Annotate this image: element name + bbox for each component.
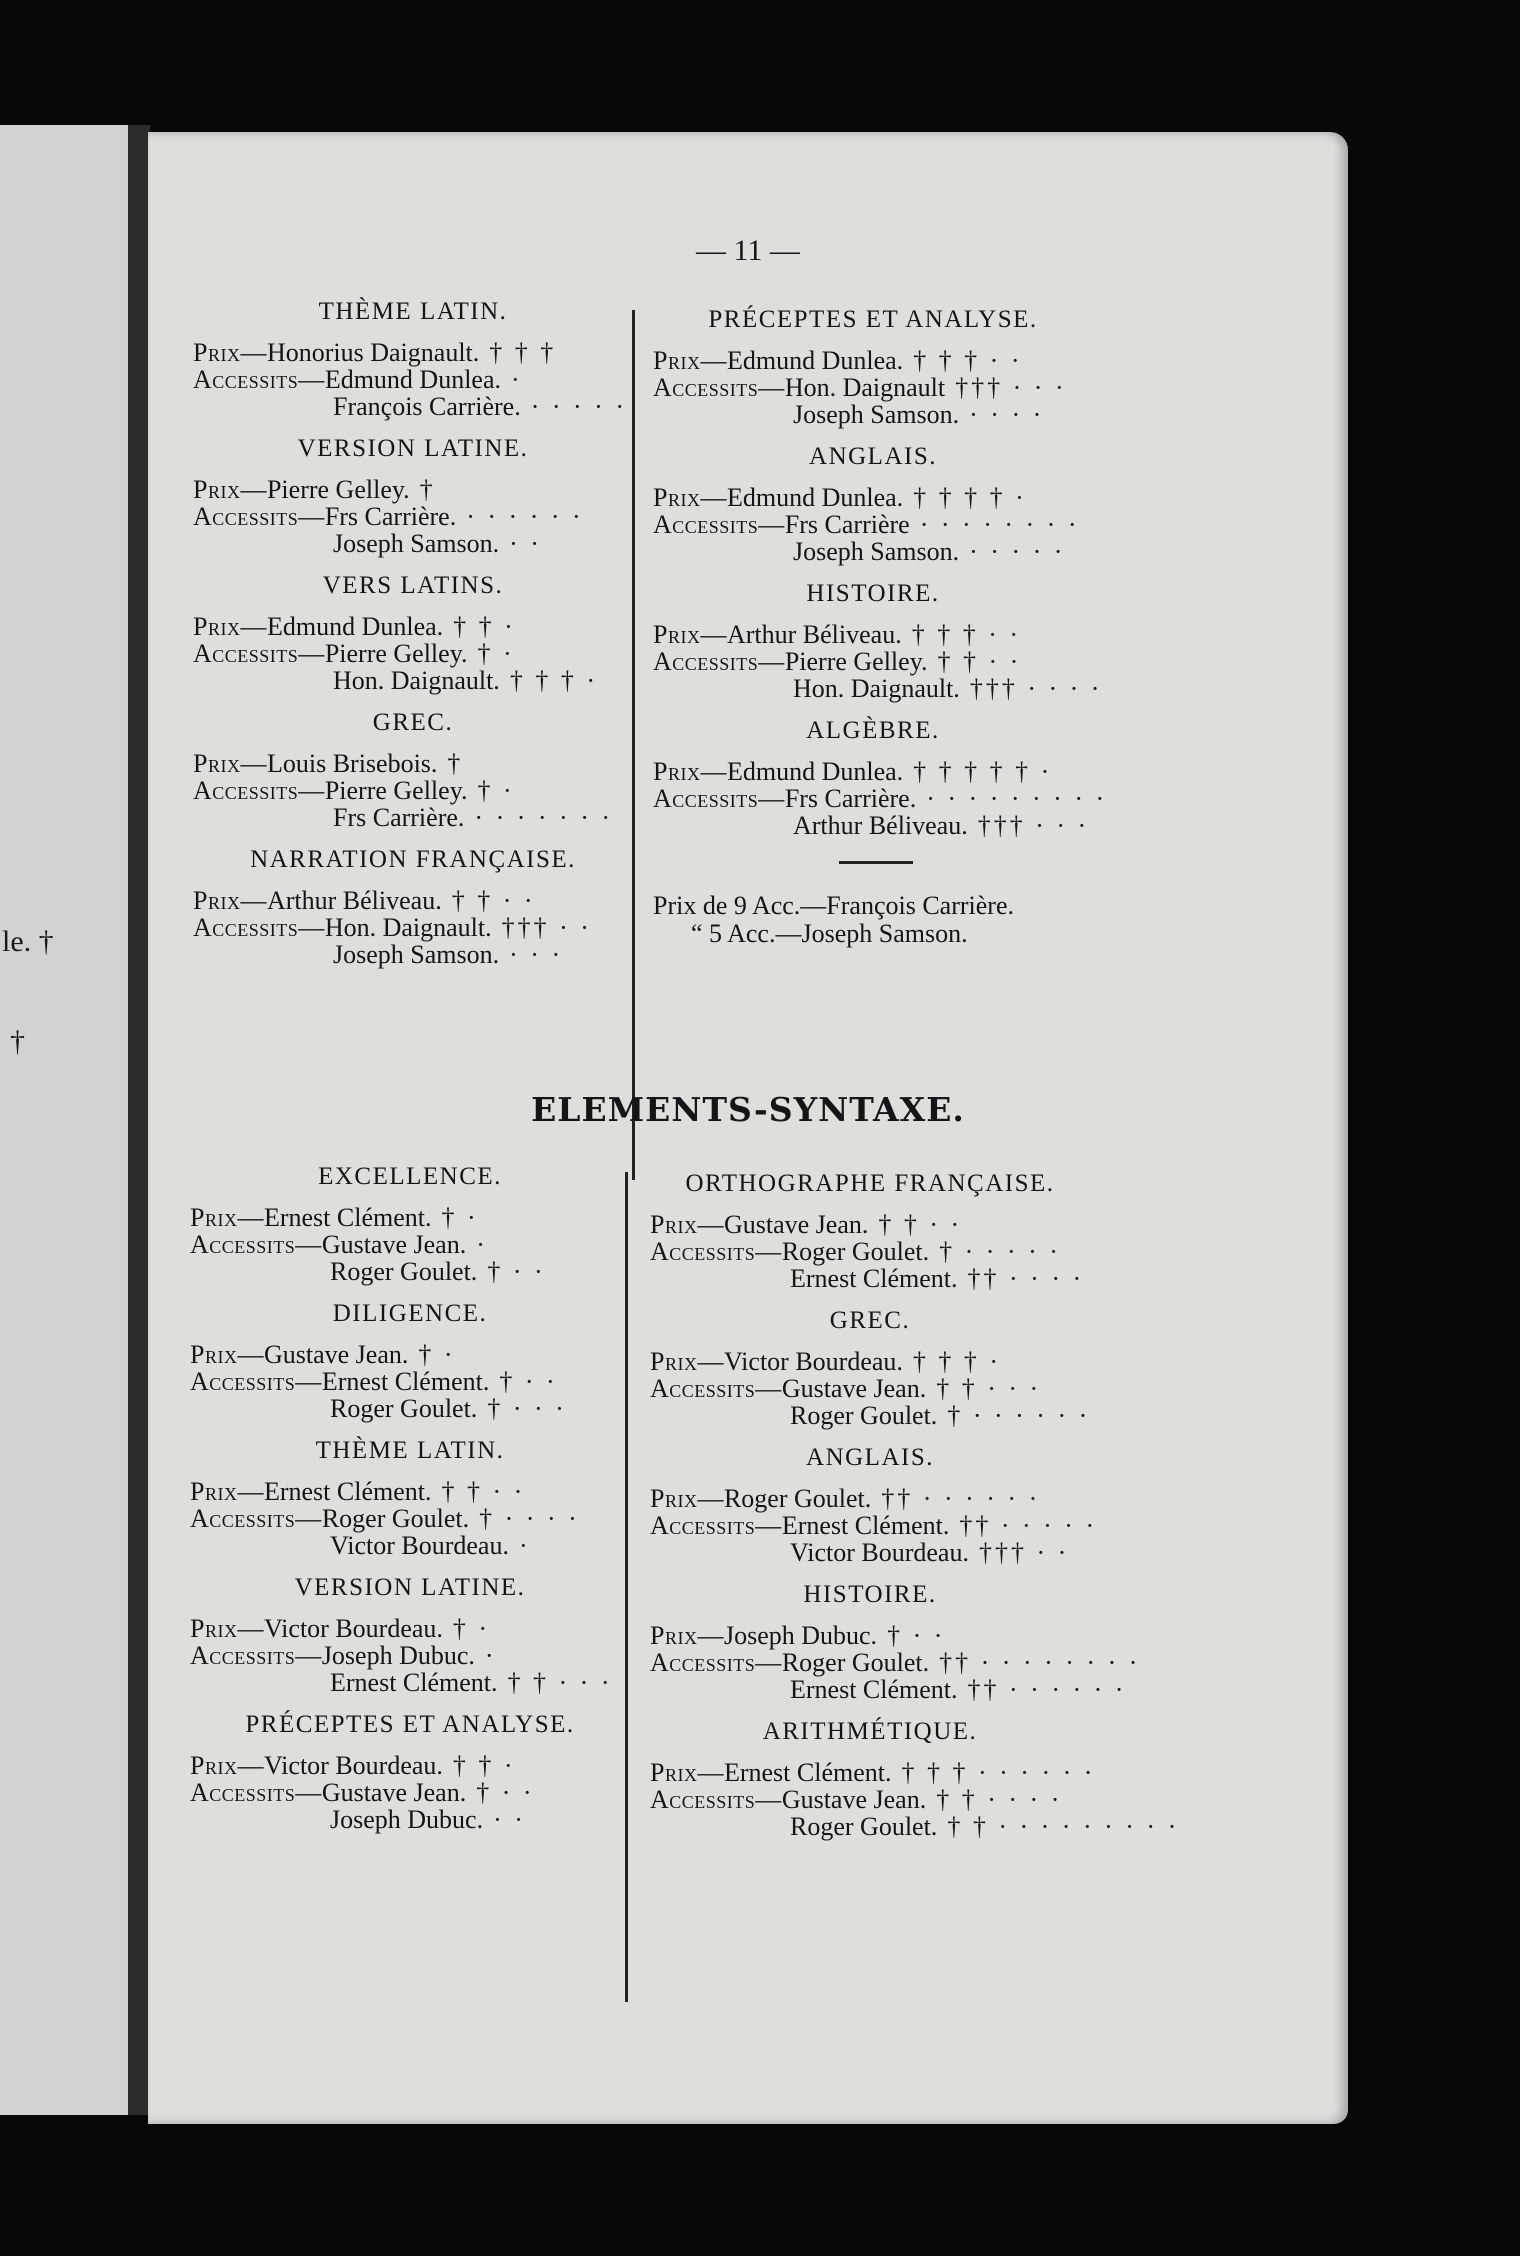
student-name: Gustave Jean.	[321, 1230, 467, 1259]
merit-marks: ††† · ·	[501, 913, 592, 942]
student-name: Frs Carrière.	[784, 784, 917, 813]
accessits-label: Accessits—	[193, 365, 325, 394]
award-line	[193, 339, 633, 366]
award-line	[650, 1238, 1090, 1265]
book-page	[148, 132, 1348, 2124]
award-section	[190, 1710, 630, 1833]
accessits-label: Accessits—	[650, 1648, 782, 1677]
award-line	[653, 347, 1093, 374]
student-name: Joseph Dubuc.	[321, 1641, 475, 1670]
subject-heading: HISTOIRE.	[803, 1581, 937, 1608]
merit-marks: · · · ·	[969, 400, 1045, 429]
student-name: Hon. Daignault.	[793, 674, 960, 703]
top-left-column	[193, 297, 633, 982]
accessits-label: Accessits—	[193, 639, 325, 668]
student-name: Roger Goulet.	[321, 1504, 470, 1533]
merit-marks: † · ·	[487, 1257, 546, 1286]
prix-label: Prix—	[193, 475, 267, 504]
merit-marks: † † † · · · · · ·	[901, 1758, 1096, 1787]
accessits-label: Accessits—	[653, 647, 785, 676]
award-line	[653, 511, 1093, 538]
merit-marks: † † † † ·	[913, 483, 1027, 512]
merit-marks: † † · ·	[441, 1477, 526, 1506]
merit-marks: ·	[484, 1641, 497, 1670]
prix-label: Prix—	[650, 1484, 724, 1513]
merit-marks: † · ·	[887, 1621, 946, 1650]
student-name: Frs Carrière	[784, 510, 910, 539]
merit-marks: ††† · · ·	[955, 373, 1067, 402]
merit-marks: †† · · · · · ·	[881, 1484, 1041, 1513]
subject-heading: ARITHMÉTIQUE.	[762, 1718, 978, 1745]
subject-heading: THÈME LATIN.	[315, 1437, 505, 1464]
award-line	[193, 941, 633, 968]
merit-marks: · · · · ·	[530, 392, 627, 421]
merit-marks: · · · · · · · · ·	[926, 784, 1108, 813]
accessits-label: Accessits—	[190, 1504, 322, 1533]
subject-heading: NARRATION FRANÇAISE.	[250, 846, 576, 873]
column-divider	[632, 310, 635, 1180]
accessits-label: Accessits—	[190, 1367, 322, 1396]
student-name: Arthur Béliveau.	[266, 886, 442, 915]
award-section	[653, 305, 1093, 428]
subject-heading: GREC.	[829, 1307, 911, 1334]
award-line	[193, 503, 633, 530]
student-name: Edmund Dunlea.	[726, 483, 904, 512]
student-name: Ernest Clément.	[723, 1758, 892, 1787]
student-name: Roger Goulet.	[330, 1394, 478, 1423]
merit-marks: †† · · · ·	[967, 1264, 1085, 1293]
student-name: Edmund Dunlea.	[726, 757, 904, 786]
accessits-label: Accessits—	[190, 1778, 322, 1807]
student-name: Victor Bourdeau.	[790, 1538, 969, 1567]
award-line	[650, 1348, 1090, 1375]
award-line	[650, 1675, 1127, 1704]
accessits-label: Accessits—	[193, 913, 325, 942]
student-name: Ernest Clément.	[330, 1668, 498, 1697]
merit-marks: ·	[511, 365, 523, 394]
merit-marks: † † ·	[453, 612, 516, 641]
merit-marks: · ·	[509, 529, 542, 558]
student-name: Edmund Dunlea.	[266, 612, 444, 641]
accessits-label: Accessits—	[193, 776, 325, 805]
merit-marks: † † · · · · · · · · ·	[947, 1812, 1180, 1841]
prix-label: Prix—	[190, 1751, 264, 1780]
bottom-left-column	[190, 1162, 630, 1847]
prix-label: Prix—	[653, 483, 727, 512]
accessits-label: Accessits—	[653, 510, 785, 539]
left-page-fragment: †	[10, 1025, 25, 1058]
prix-label: Prix—	[193, 612, 267, 641]
award-line	[190, 1615, 630, 1642]
student-name: Louis Brisebois.	[266, 749, 438, 778]
accessits-label: Accessits—	[650, 1374, 782, 1403]
subject-heading: PRÉCEPTES ET ANALYSE.	[245, 1711, 575, 1738]
prix-label: Prix—	[190, 1340, 264, 1369]
student-name: Ernest Clément.	[781, 1511, 950, 1540]
student-name: Roger Goulet.	[723, 1484, 872, 1513]
award-line	[193, 914, 633, 941]
award-line	[193, 530, 633, 557]
student-name: François Carrière.	[333, 392, 521, 421]
award-line	[193, 750, 633, 777]
merit-marks: † † † · ·	[913, 346, 1023, 375]
award-section	[193, 434, 633, 557]
award-line	[190, 1395, 630, 1422]
student-name: Pierre Gelley.	[324, 639, 468, 668]
merit-marks: † ·	[477, 776, 515, 805]
prix-label: Prix—	[193, 749, 267, 778]
student-name: Roger Goulet.	[790, 1812, 938, 1841]
student-name: Ernest Clément.	[321, 1367, 490, 1396]
subject-heading: THÈME LATIN.	[318, 298, 508, 325]
award-section	[650, 1443, 1098, 1567]
award-line	[193, 613, 633, 640]
award-line	[653, 674, 1103, 703]
merit-marks: ·	[518, 1531, 531, 1560]
award-line	[190, 1779, 630, 1806]
student-name: Victor Bourdeau.	[263, 1751, 443, 1780]
section-rule	[839, 861, 913, 864]
merit-marks: · · · · ·	[969, 537, 1066, 566]
accessits-label: Accessits—	[650, 1511, 782, 1540]
award-section	[193, 571, 633, 694]
merit-marks: † † ·	[452, 1751, 516, 1780]
merit-marks: † † † · ·	[911, 620, 1022, 649]
student-name: Joseph Samson.	[793, 400, 960, 429]
student-name: Victor Bourdeau.	[723, 1347, 903, 1376]
merit-marks: · · · · · ·	[466, 502, 584, 531]
award-line	[193, 366, 633, 393]
accessits-label: Accessits—	[653, 373, 785, 402]
student-name: Edmund Dunlea.	[324, 365, 501, 394]
merit-marks: †† · · · · · ·	[967, 1675, 1127, 1704]
award-line	[193, 804, 633, 831]
prix-label: Prix—	[190, 1477, 264, 1506]
merit-marks: † ·	[477, 639, 515, 668]
award-line	[190, 1341, 630, 1368]
student-name: Frs Carrière.	[324, 502, 457, 531]
book-spine	[128, 125, 150, 2115]
merit-marks: † · · · ·	[479, 1504, 580, 1533]
award-section	[650, 1306, 1090, 1429]
subject-heading: ANGLAIS.	[809, 443, 937, 470]
award-line	[653, 621, 1093, 648]
merit-marks: † · ·	[476, 1778, 535, 1807]
prix-label: Prix—	[650, 1758, 724, 1787]
prix-label: Prix—	[653, 620, 727, 649]
page-number: — 11 —	[696, 234, 800, 267]
award-line	[190, 1532, 630, 1559]
merit-marks: †	[447, 749, 464, 778]
student-name: Victor Bourdeau.	[330, 1531, 509, 1560]
prix-label: Prix—	[193, 338, 267, 367]
student-name: Joseph Samson.	[333, 940, 500, 969]
award-line	[650, 1539, 1090, 1566]
award-line	[193, 393, 633, 420]
accessits-label: Accessits—	[653, 784, 785, 813]
merit-marks: † † · ·	[451, 886, 536, 915]
merit-marks: † · · ·	[487, 1394, 567, 1423]
column-divider	[625, 1172, 628, 2002]
award-line	[190, 1505, 630, 1532]
award-line	[650, 1812, 1180, 1841]
student-name: Hon. Daignault.	[333, 666, 500, 695]
award-line	[650, 1622, 1090, 1649]
student-name: Gustave Jean.	[263, 1340, 409, 1369]
award-line	[193, 476, 633, 503]
award-line	[653, 401, 1093, 428]
student-name: Ernest Clément.	[263, 1477, 432, 1506]
award-section	[193, 845, 633, 968]
award-section	[650, 1169, 1090, 1292]
merit-marks: · · · · · · ·	[474, 803, 614, 832]
award-line	[193, 667, 633, 694]
student-name: Edmund Dunlea.	[726, 346, 904, 375]
award-line	[190, 1806, 630, 1833]
previous-page-edge	[0, 125, 130, 2115]
merit-marks: · · ·	[509, 940, 564, 969]
student-name: Gustave Jean.	[723, 1210, 869, 1239]
student-name: Joseph Dubuc.	[723, 1621, 878, 1650]
award-line	[190, 1258, 630, 1285]
award-section	[190, 1299, 630, 1422]
prix-label: Prix—	[650, 1621, 724, 1650]
award-section	[653, 716, 1108, 840]
award-line	[653, 758, 1093, 785]
prix-label: Prix—	[650, 1347, 724, 1376]
accessits-label: Accessits—	[650, 1785, 782, 1814]
merit-marks: † † · ·	[878, 1210, 963, 1239]
student-name: Roger Goulet.	[330, 1257, 478, 1286]
award-line	[650, 1648, 1141, 1677]
subject-heading: VERSION LATINE.	[297, 435, 529, 462]
merit-marks: † † † ·	[509, 666, 598, 695]
subject-heading: VERS LATINS.	[322, 572, 504, 599]
subject-heading: ANGLAIS.	[806, 1444, 934, 1471]
award-line	[650, 1375, 1090, 1402]
student-name: Arthur Béliveau.	[726, 620, 902, 649]
merit-marks: ††† · · · ·	[969, 674, 1103, 703]
merit-marks: · ·	[493, 1805, 526, 1834]
prix-label: Prix—	[193, 886, 267, 915]
award-line	[190, 1368, 630, 1395]
merit-marks: †	[419, 475, 436, 504]
merit-marks: † ·	[418, 1340, 456, 1369]
award-line	[650, 1402, 1090, 1429]
subject-heading: VERSION LATINE.	[294, 1574, 526, 1601]
prix-label: Prix—	[653, 346, 727, 375]
subject-heading: PRÉCEPTES ET ANALYSE.	[708, 306, 1038, 333]
award-line	[190, 1231, 630, 1258]
merit-marks: † · ·	[499, 1367, 558, 1396]
award-line	[650, 1758, 1096, 1787]
award-section	[653, 442, 1093, 565]
student-name: Roger Goulet.	[781, 1648, 930, 1677]
award-line	[190, 1204, 630, 1231]
award-line	[653, 784, 1108, 813]
merit-marks: †† · · · · ·	[959, 1511, 1098, 1540]
award-line	[653, 538, 1093, 565]
award-line	[190, 1642, 630, 1669]
student-name: Joseph Dubuc.	[330, 1805, 484, 1834]
subject-heading: EXCELLENCE.	[318, 1163, 502, 1190]
award-line	[650, 1485, 1090, 1512]
award-line	[193, 777, 633, 804]
award-line	[650, 1511, 1098, 1540]
subject-heading: DILIGENCE.	[332, 1300, 488, 1327]
student-name: Ernest Clément.	[263, 1203, 432, 1232]
award-line	[653, 648, 1093, 675]
merit-marks: † † · · ·	[507, 1668, 613, 1697]
prize-note: “ 5 Acc.—Joseph Samson.	[691, 919, 968, 948]
merit-marks: † † · · ·	[936, 1374, 1042, 1403]
award-line	[190, 1752, 630, 1779]
award-section	[193, 297, 633, 420]
subject-heading: ALGÈBRE.	[806, 717, 940, 744]
merit-marks: †† · · · · · · · ·	[939, 1648, 1141, 1677]
prix-label: Prix—	[190, 1614, 264, 1643]
accessits-label: Accessits—	[190, 1641, 322, 1670]
award-line	[650, 1786, 1090, 1813]
award-section	[193, 708, 633, 831]
award-line	[653, 374, 1093, 401]
left-page-fragment: le. †	[2, 925, 54, 958]
student-name: Roger Goulet.	[781, 1237, 930, 1266]
prix-label: Prix—	[650, 1210, 724, 1239]
subject-heading: ORTHOGRAPHE FRANÇAISE.	[685, 1170, 1055, 1197]
merit-marks: † † † ·	[912, 1347, 1002, 1376]
merit-marks: † † † † † ·	[913, 757, 1053, 786]
merit-marks: · · · · · · · ·	[919, 510, 1080, 539]
bottom-right-column	[650, 1169, 1180, 1854]
subject-heading: HISTOIRE.	[806, 580, 940, 607]
subject-heading: GREC.	[372, 709, 454, 736]
merit-marks: ††† · ·	[978, 1538, 1070, 1567]
prize-note: Prix de 9 Acc.—François Carrière.	[653, 891, 1015, 920]
accessits-label: Accessits—	[193, 502, 325, 531]
top-right-column	[653, 305, 1108, 948]
student-name: Pierre Gelley.	[324, 776, 468, 805]
student-name: Frs Carrière.	[333, 803, 465, 832]
award-line	[190, 1478, 630, 1505]
student-name: Joseph Samson.	[793, 537, 960, 566]
student-name: Ernest Clément.	[790, 1675, 958, 1704]
award-section	[190, 1436, 630, 1559]
award-section	[650, 1580, 1141, 1704]
award-line	[650, 1211, 1090, 1238]
award-section	[190, 1573, 630, 1696]
merit-marks: ††† · · ·	[977, 811, 1090, 840]
student-name: Ernest Clément.	[790, 1264, 958, 1293]
merit-marks: † · · · · ·	[939, 1237, 1061, 1266]
accessits-label: Accessits—	[190, 1230, 322, 1259]
student-name: Honorius Daignault.	[266, 338, 480, 367]
merit-marks: † ·	[441, 1203, 479, 1232]
prix-label: Prix—	[653, 757, 727, 786]
merit-marks: † ·	[452, 1614, 491, 1643]
award-line	[653, 812, 1093, 839]
accessits-label: Accessits—	[650, 1237, 782, 1266]
award-section	[190, 1162, 630, 1285]
award-line	[650, 1265, 1090, 1292]
prix-label: Prix—	[190, 1203, 264, 1232]
student-name: Roger Goulet.	[790, 1401, 938, 1430]
student-name: Hon. Daignault	[784, 373, 946, 402]
award-line	[653, 484, 1093, 511]
merit-marks: † · · · · · ·	[947, 1401, 1091, 1430]
student-name: Gustave Jean.	[321, 1778, 467, 1807]
award-section	[653, 579, 1103, 703]
student-name: Hon. Daignault.	[324, 913, 492, 942]
award-line	[193, 887, 633, 914]
student-name: Gustave Jean.	[781, 1785, 927, 1814]
merit-marks: ·	[476, 1230, 488, 1259]
merit-marks: † † †	[489, 338, 557, 367]
student-name: Pierre Gelley.	[784, 647, 928, 676]
award-line	[190, 1669, 630, 1696]
student-name: Gustave Jean.	[781, 1374, 927, 1403]
student-name: Joseph Samson.	[333, 529, 500, 558]
student-name: Pierre Gelley.	[266, 475, 410, 504]
merit-marks: † † · ·	[937, 647, 1022, 676]
award-section	[650, 1717, 1180, 1841]
student-name: Arthur Béliveau.	[793, 811, 968, 840]
award-line	[193, 640, 633, 667]
section-heading: ELEMENTS-SYNTAXE.	[531, 1090, 965, 1129]
merit-marks: † † · · · ·	[936, 1785, 1063, 1814]
student-name: Victor Bourdeau.	[263, 1614, 443, 1643]
